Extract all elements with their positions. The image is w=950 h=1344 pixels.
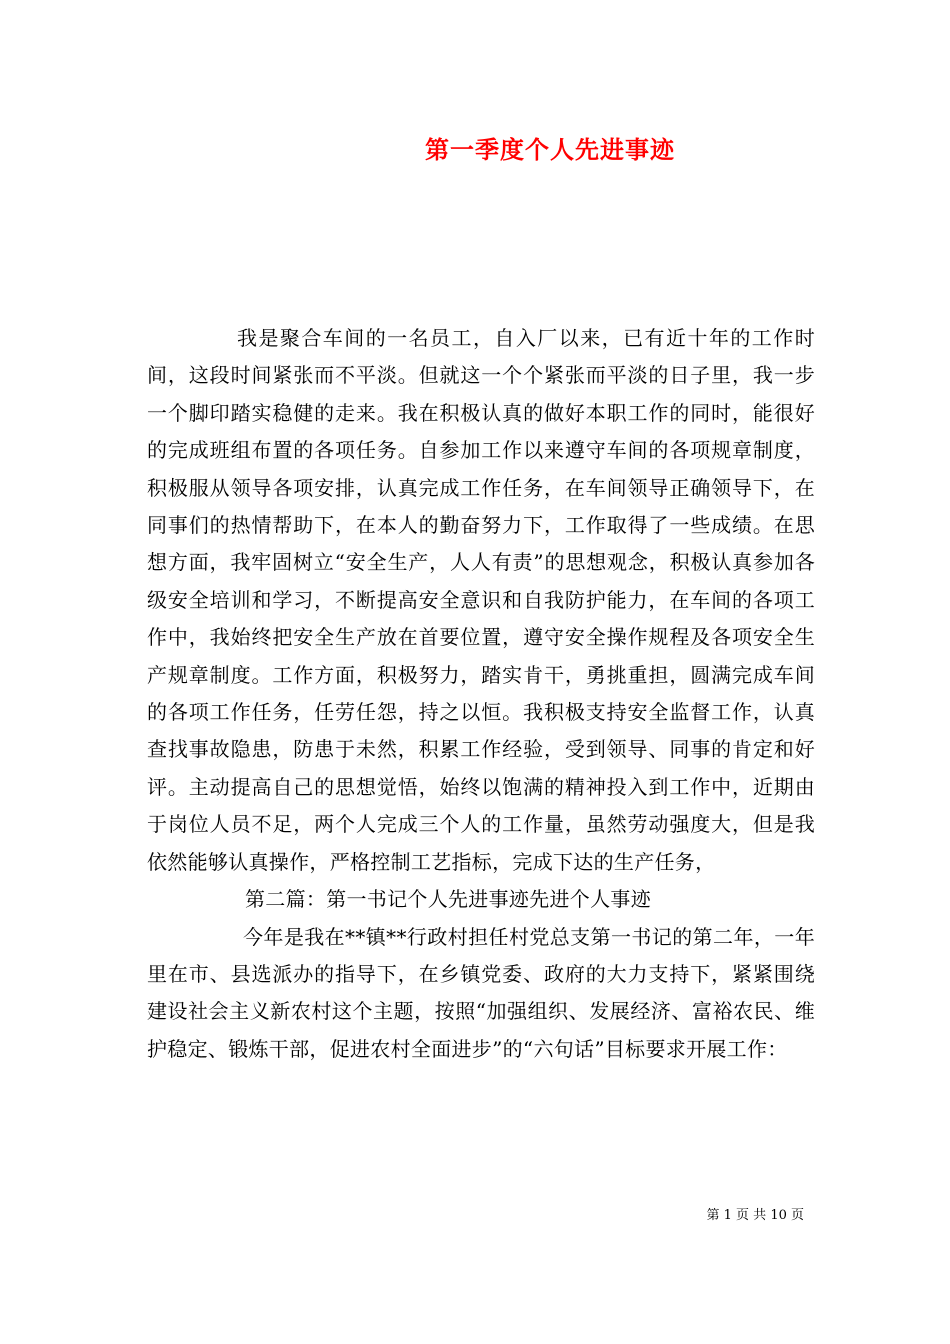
document-body — [147, 320, 815, 1068]
section-2-title: 第二篇：第一书记个人先进事迹先进个人事迹 — [245, 887, 651, 912]
paragraph-2: 今年是我在**镇**行政村担任村党总支第一书记的第二年，一年里在市、县选派办的指导下，在乡镇党委、政府的大力支持下，紧紧围绕建设社会主义新农村这个主题，按照“加强组织、发展经济、富裕农民、维护稳定、锻炼干部，促进农村全面进步”的“六句话”目标要求开展工作： — [147, 924, 815, 1061]
page-number: 第 1 页 共 10 页 — [706, 1208, 804, 1223]
paragraph-1: 我是聚合车间的一名员工，自入厂以来，已有近十年的工作时间，这段时间紧张而不平淡。但就这一个个紧张而平淡的日子里，我一步一个脚印踏实稳健的走来。我在积极认真的做好本职工作的同时，能很好的完成班组布置的各项任务。自参加工作以来遵守车间的各项规章制度，积极服从领导各项安排，认真完成工作任务，在车间领导正确领导下，在同事们的热情帮助下，在本人的勤奋努力下，工作取得了一些成绩。在思想方面，我牢固树立“安全生产，人人有责”的思想观念，积极认真参加各级安全培训和学习，不断提高安全意识和自我防护能力，在车间的各项工作中，我始终把安全生产放在首要位置，遵守安全操作规程及各项安全生产规章制度。工作方面，积极努力，踏实肯干，勇挑重担，圆满完成车间的各项工作任务，任劳任怨，持之以恒。我积极支持安全监督工作，认真查找事故隐患，防患于未然，积累工作经验，受到领导、同事的肯定和好评。主动提高自己的思想觉悟，始终以饱满的精神投入到工作中，近期由于岗位人员不足，两个人完成三个人的工作量，虽然劳动强度大，但是我依然能够认真操作，严格控制工艺指标，完成下达的生产任务， — [147, 326, 815, 874]
document-title: 第一季度个人先进事迹 — [425, 135, 675, 164]
